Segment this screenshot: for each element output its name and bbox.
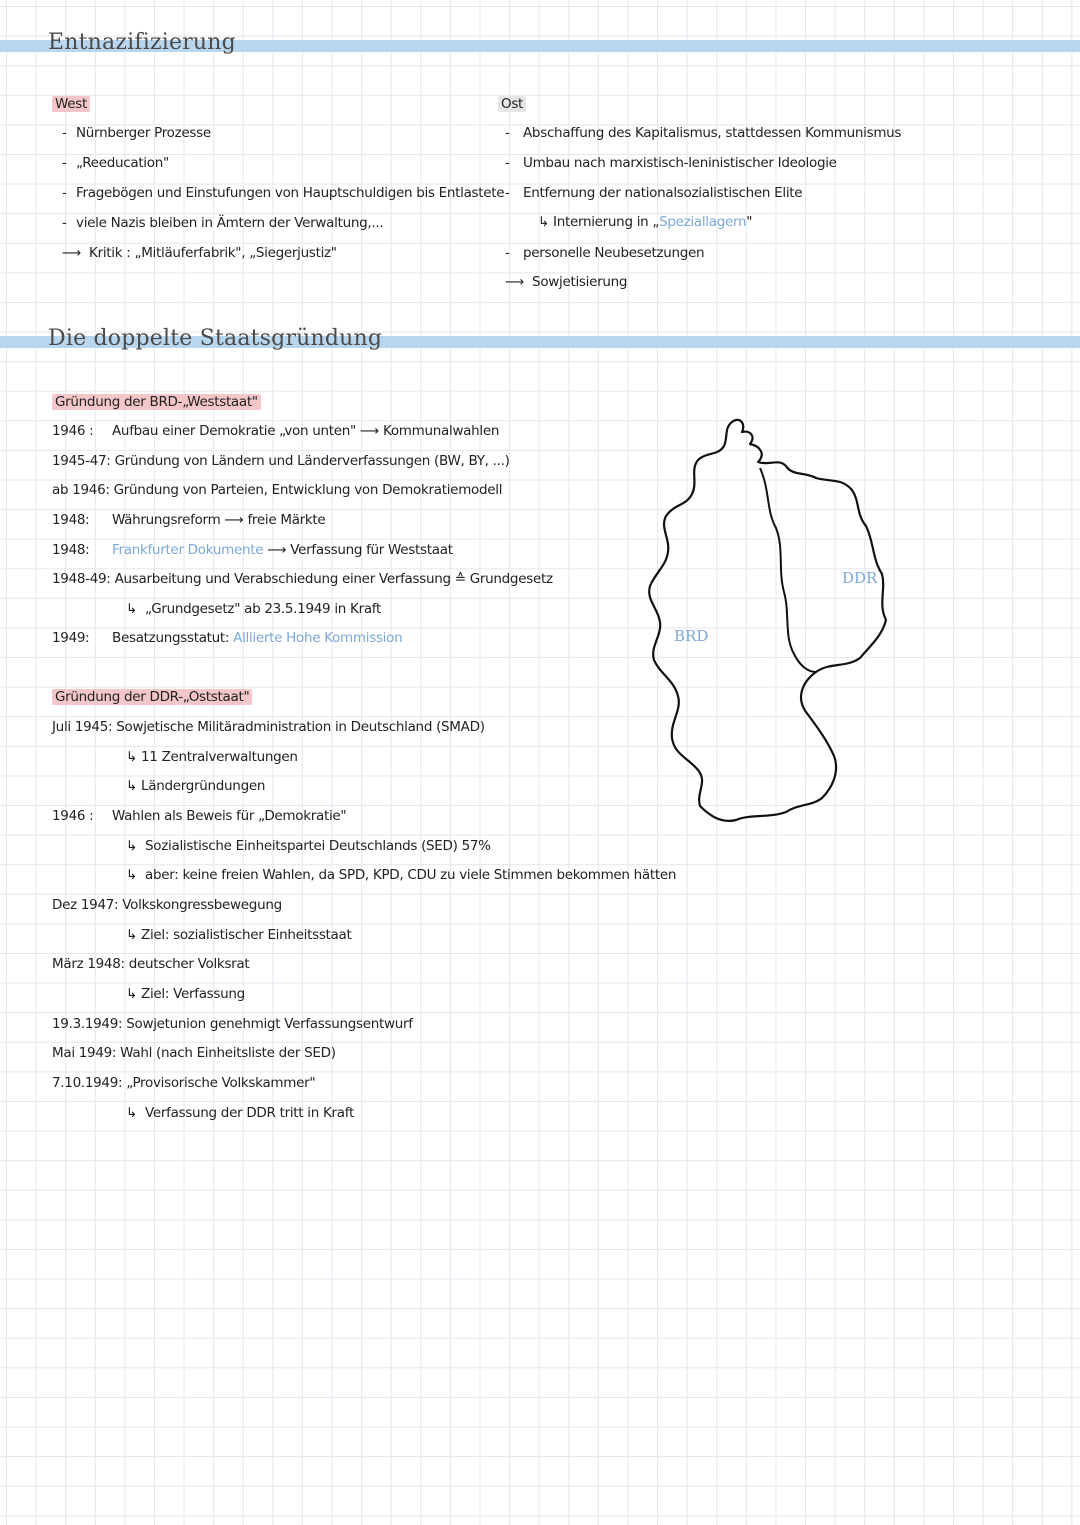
ddr-heading: Gründung der DDR-„Oststaat": [52, 689, 252, 705]
hook-arrow-icon: ↳: [126, 1105, 138, 1121]
timeline-subrow: ↳ aber: keine freien Wahlen, da SPD, KPD, CDU zu viele Stimmen bekommen hätten: [126, 867, 677, 883]
list-item: - Umbau nach marxistisch-leninistischer Ideologie: [505, 155, 837, 171]
section-title-staatsgruendung: Die doppelte Staatsgründung: [48, 326, 383, 351]
timeline-row: ab 1946: Gründung von Parteien, Entwicklung von Demokratiemodell: [52, 482, 503, 498]
timeline-row: Dez 1947: Volkskongressbewegung: [52, 897, 282, 913]
section-title-entnazifizierung: Entnazifizierung: [48, 30, 236, 55]
list-item: - „Reeducation": [62, 155, 169, 171]
timeline-subrow: ↳ Ziel: Verfassung: [126, 986, 245, 1002]
hook-arrow-icon: ↳: [126, 927, 138, 943]
hook-arrow-icon: ↳: [126, 838, 138, 854]
list-item: - personelle Neubesetzungen: [505, 245, 705, 261]
hook-arrow-icon: ↳: [538, 214, 550, 230]
east-heading: Ost: [498, 96, 526, 112]
arrow-icon: ⟶: [505, 274, 525, 290]
timeline-row: 1946 : Aufbau einer Demokratie „von unten" ⟶ Kommunalwahlen: [52, 423, 500, 439]
arrow-icon: ⟶: [224, 512, 244, 528]
map-label-ddr: DDR: [842, 569, 878, 587]
germany-map-sketch: [620, 410, 920, 840]
timeline-row: 1948: Währungsreform ⟶ freie Märkte: [52, 512, 326, 528]
brd-heading: Gründung der BRD-„Weststaat": [52, 394, 261, 410]
timeline-subrow: ↳ Verfassung der DDR tritt in Kraft: [126, 1105, 354, 1121]
timeline-subrow: ↳ Ländergründungen: [126, 778, 266, 794]
list-item: - Entfernung der nationalsozialistischen Elite: [505, 185, 803, 201]
result-line: ⟶ Sowjetisierung: [505, 274, 628, 290]
list-item: - Nürnberger Prozesse: [62, 125, 211, 141]
timeline-row: 1946 : Wahlen als Beweis für „Demokratie": [52, 808, 347, 824]
west-heading: West: [52, 96, 90, 112]
inner-border-line: [760, 468, 816, 672]
hook-arrow-icon: ↳: [126, 778, 138, 794]
arrow-icon: ⟶: [267, 542, 287, 558]
timeline-row: 1949: Besatzungsstatut: Alliierte Hohe Kommission: [52, 630, 403, 646]
critique-line: ⟶ Kritik : „Mitläuferfabrik", „Siegerjustiz": [62, 245, 337, 261]
map-label-brd: BRD: [674, 627, 709, 645]
hook-arrow-icon: ↳: [126, 601, 138, 617]
hook-arrow-icon: ↳: [126, 867, 138, 883]
timeline-row: 19.3.1949: Sowjetunion genehmigt Verfassungsentwurf: [52, 1016, 413, 1032]
timeline-row: 1948-49: Ausarbeitung und Verabschiedung einer Verfassung ≙ Grundgesetz: [52, 571, 553, 587]
hook-arrow-icon: ↳: [126, 986, 138, 1002]
timeline-subrow: ↳ 11 Zentralverwaltungen: [126, 749, 298, 765]
hook-arrow-icon: ↳: [126, 749, 138, 765]
timeline-subrow: ↳ „Grundgesetz" ab 23.5.1949 in Kraft: [126, 601, 382, 617]
arrow-icon: ⟶: [62, 245, 82, 261]
timeline-row: Juli 1945: Sowjetische Militäradministration in Deutschland (SMAD): [52, 719, 485, 735]
timeline-subrow: ↳ Ziel: sozialistischer Einheitsstaat: [126, 927, 352, 943]
timeline-row: Mai 1949: Wahl (nach Einheitsliste der SED): [52, 1045, 336, 1061]
arrow-icon: ⟶: [359, 423, 379, 439]
timeline-row: 1945-47: Gründung von Ländern und Länderverfassungen (BW, BY, ...): [52, 453, 510, 469]
timeline-row: März 1948: deutscher Volksrat: [52, 956, 250, 972]
map-outline: [649, 420, 886, 821]
list-item: - Abschaffung des Kapitalismus, stattdessen Kommunismus: [505, 125, 902, 141]
timeline-row: 1948: Frankfurter Dokumente ⟶ Verfassung für Weststaat: [52, 542, 453, 558]
timeline-row: 7.10.1949: „Provisorische Volkskammer": [52, 1075, 316, 1091]
sub-item: ↳ Internierung in „Speziallagern": [538, 214, 753, 230]
list-item: - Fragebögen und Einstufungen von Hauptschuldigen bis Entlastete: [62, 185, 505, 201]
list-item: - viele Nazis bleiben in Ämtern der Verwaltung,...: [62, 215, 384, 231]
timeline-subrow: ↳ Sozialistische Einheitspartei Deutschlands (SED) 57%: [126, 838, 491, 854]
